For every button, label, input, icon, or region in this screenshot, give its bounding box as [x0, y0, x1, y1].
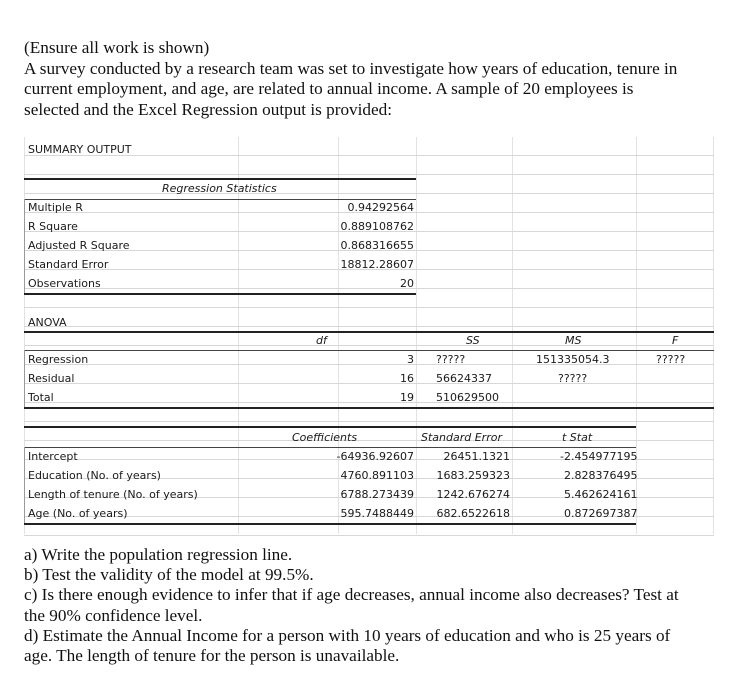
anova-ss-residual: 56624337 — [436, 372, 492, 385]
anova-label-total: Total — [28, 391, 54, 404]
anova-ss-total: 510629500 — [436, 391, 499, 404]
coef-label-tenure: Length of tenure (No. of years) — [28, 488, 198, 501]
coef-label-intercept: Intercept — [28, 450, 78, 463]
question-c-line-2: the 90% confidence level. — [24, 605, 203, 625]
anova-title: ANOVA — [28, 316, 67, 329]
question-b: b) Test the validity of the model at 99.5%. — [24, 565, 314, 585]
anova-header-ms: MS — [565, 334, 582, 347]
question-d-line-1: d) Estimate the Annual Income for a person with 10 years of education and who is 25 years of — [24, 625, 671, 645]
intro-line-4: selected and the Excel Regression output is provided: — [24, 99, 393, 119]
anova-ms-regression: 151335054.3 — [536, 353, 610, 366]
regression-output-sheet — [24, 137, 714, 534]
intro-line-3: current employment, and age, are related to annual income. A sample of 20 employees is — [24, 79, 634, 98]
questions-list — [24, 545, 724, 666]
stat-label-observations: Observations — [28, 277, 101, 290]
stat-label-adjusted-r-square: Adjusted R Square — [28, 239, 130, 252]
anova-ss-regression: ????? — [436, 353, 466, 366]
coef-value-age: 595.7488449 — [340, 507, 414, 520]
coef-value-tenure: 6788.273439 — [340, 488, 414, 501]
stat-value-multiple-r: 0.94292564 — [347, 201, 414, 214]
question-c-line-1: c) Is there enough evidence to infer that if age decreases, annual income also decreases? Test at — [24, 585, 679, 605]
coef-t-intercept: -2.454977195 — [560, 450, 638, 463]
coef-value-intercept: -64936.92607 — [336, 450, 414, 463]
question-a: a) Write the population regression line. — [24, 545, 293, 564]
anova-df-total: 19 — [400, 391, 414, 404]
anova-header-f: F — [672, 334, 679, 347]
anova-f-regression: ????? — [656, 353, 686, 366]
coef-value-education: 4760.891103 — [340, 469, 414, 482]
coef-se-education: 1683.259323 — [436, 469, 510, 482]
coef-t-education: 2.828376495 — [564, 469, 638, 482]
problem-intro — [24, 38, 724, 120]
stat-value-r-square: 0.889108762 — [340, 220, 414, 233]
stat-label-standard-error: Standard Error — [28, 258, 109, 271]
coef-label-age: Age (No. of years) — [28, 507, 128, 520]
anova-header-ss: SS — [466, 334, 480, 347]
stat-label-r-square: R Square — [28, 220, 78, 233]
stat-value-standard-error: 18812.28607 — [340, 258, 414, 271]
coef-header-standard-error: Standard Error — [421, 431, 502, 444]
regression-statistics-header: Regression Statistics — [162, 182, 277, 195]
stat-value-adjusted-r-square: 0.868316655 — [340, 239, 414, 252]
coef-t-tenure: 5.462624161 — [564, 488, 638, 501]
coef-t-age: 0.872697387 — [564, 507, 638, 520]
question-d-line-2: age. The length of tenure for the person is unavailable. — [24, 646, 400, 666]
anova-header-df: df — [316, 334, 327, 347]
anova-df-regression: 3 — [407, 353, 414, 366]
anova-ms-residual: ????? — [558, 372, 588, 385]
coef-se-intercept: 26451.1321 — [443, 450, 510, 463]
coef-label-education: Education (No. of years) — [28, 469, 161, 482]
anova-df-residual: 16 — [400, 372, 414, 385]
coef-header-t-stat: t Stat — [562, 431, 593, 444]
anova-label-residual: Residual — [28, 372, 75, 385]
stat-value-observations: 20 — [400, 277, 414, 290]
coef-se-tenure: 1242.676274 — [436, 488, 510, 501]
intro-line-2: A survey conducted by a research team was set to investigate how years of education, tenure in — [24, 58, 678, 78]
coef-se-age: 682.6522618 — [436, 507, 510, 520]
anova-label-regression: Regression — [28, 353, 89, 366]
coef-header-coefficients: Coefficients — [292, 431, 358, 444]
intro-line-1: (Ensure all work is shown) — [24, 38, 210, 57]
summary-output-title: SUMMARY OUTPUT — [28, 143, 132, 156]
stat-label-multiple-r: Multiple R — [28, 201, 83, 214]
